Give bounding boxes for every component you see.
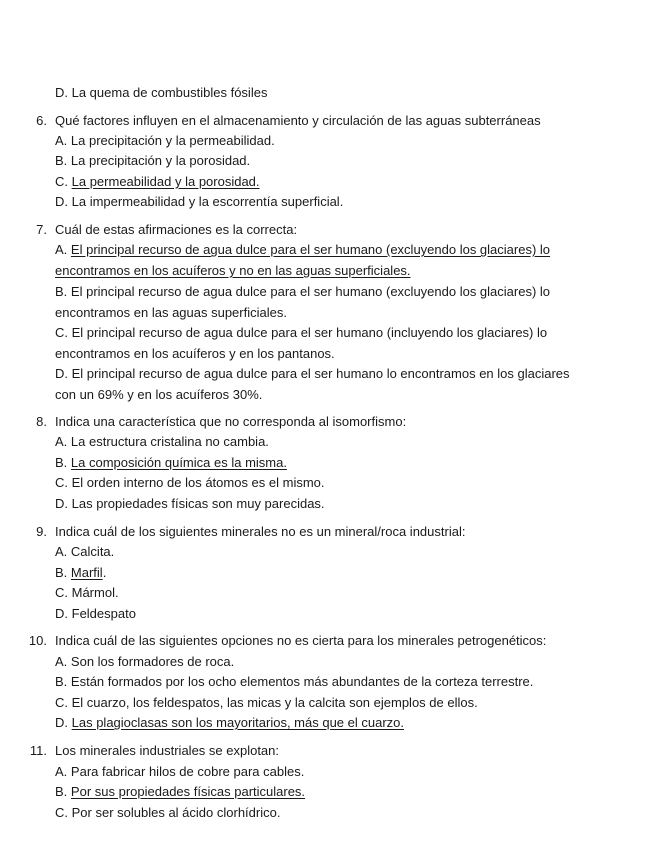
question-11-text: Los minerales industriales se explotan: (55, 743, 280, 758)
option-6a (55, 132, 275, 150)
option-9d (55, 605, 136, 623)
option-text: Mármol. (71, 585, 119, 600)
option-label: A. (55, 764, 68, 779)
question-number: 11. (29, 743, 47, 758)
option-7b-line2: encontramos en las aguas superficiales. (55, 305, 287, 320)
option-label: B. (55, 565, 68, 580)
option-7d-line2: con un 69% y en los acuíferos 30%. (55, 387, 263, 402)
option-7d-line1 (55, 365, 570, 383)
option-9b (55, 564, 106, 582)
option-text: La precipitación y la permeabilidad. (70, 133, 275, 148)
option-label: B. (55, 455, 68, 470)
option-suffix: . (102, 565, 107, 580)
option-text: D. La quema de combustibles fósiles (55, 85, 268, 100)
option-label: C. (55, 805, 68, 820)
option-11c (55, 804, 280, 822)
question-6-text: Qué factores influyen en el almacenamiento y circulación de las aguas subterráneas (55, 113, 541, 128)
question-number: 6. (36, 113, 47, 128)
option-7a-line1 (55, 241, 550, 259)
option-10b (55, 673, 533, 691)
option-text: Están formados por los ocho elementos más abundantes de la corteza terrestre. (70, 674, 534, 689)
option-11a (55, 763, 304, 781)
option-6c (55, 173, 260, 191)
option-label: B. (55, 784, 68, 799)
option-text: La precipitación y la porosidad. (70, 153, 251, 168)
option-text-underlined: Marfil (70, 565, 103, 580)
option-label: C. (55, 695, 68, 710)
option-6b (55, 152, 250, 170)
option-label: D. (55, 194, 68, 209)
option-7b-line1 (55, 283, 550, 301)
question-number: 8. (36, 414, 47, 429)
option-label: B. (55, 674, 68, 689)
option-8b (55, 454, 287, 472)
question-10-text: Indica cuál de las siguientes opciones no es cierta para los minerales petrogenéticos: (55, 633, 547, 648)
option-text-underlined: La composición química es la misma. (70, 455, 287, 470)
option-label: D. (55, 606, 68, 621)
option-label: A. (55, 544, 68, 559)
option-5d (55, 84, 267, 102)
question-number: 10. (28, 633, 47, 648)
option-11b (55, 783, 305, 801)
option-text: Las propiedades físicas son muy parecidas. (71, 496, 325, 511)
option-label: C. (55, 174, 68, 189)
option-text: Por ser solubles al ácido clorhídrico. (71, 805, 281, 820)
option-text: La estructura cristalina no cambia. (70, 434, 269, 449)
option-text: El principal recurso de agua dulce para el ser humano (excluyendo los glaciares) lo (70, 284, 551, 299)
option-label: A. (55, 133, 68, 148)
option-text: El principal recurso de agua dulce para el ser humano (incluyendo los glaciares) lo (71, 325, 548, 340)
option-label: C. (55, 585, 68, 600)
option-label: B. (55, 284, 68, 299)
option-text-underlined: Las plagioclasas son los mayoritarios, más que el cuarzo. (71, 715, 405, 730)
option-10c (55, 694, 478, 712)
option-label: A. (55, 242, 68, 257)
option-text-underlined: La permeabilidad y la porosidad. (71, 174, 260, 189)
option-label: D. (55, 496, 68, 511)
option-label: B. (55, 153, 68, 168)
option-label: C. (55, 475, 68, 490)
option-label: A. (55, 654, 68, 669)
option-label: C. (55, 325, 68, 340)
option-text: Feldespato (71, 606, 136, 621)
option-7c-line1 (55, 324, 547, 342)
question-number: 9. (36, 524, 47, 539)
option-label: D. (55, 366, 68, 381)
question-8-text: Indica una característica que no corresponda al isomorfismo: (55, 414, 407, 429)
option-label: D. (55, 715, 68, 730)
option-text: Calcita. (70, 544, 115, 559)
option-text: El cuarzo, los feldespatos, las micas y la calcita son ejemplos de ellos. (71, 695, 478, 710)
option-8d (55, 495, 325, 513)
option-7c-line2: encontramos en los acuíferos y en los pantanos. (55, 346, 335, 361)
option-10d (55, 714, 404, 732)
option-label: A. (55, 434, 68, 449)
option-text-underlined: El principal recurso de agua dulce para el ser humano (excluyendo los glaciares) lo (70, 242, 551, 257)
option-text-underlined: Por sus propiedades físicas particulares. (70, 784, 306, 799)
question-7-text: Cuál de estas afirmaciones es la correcta: (55, 222, 298, 237)
option-10a (55, 653, 234, 671)
option-8c (55, 474, 325, 492)
question-9-text: Indica cuál de los siguientes minerales no es un mineral/roca industrial: (55, 524, 466, 539)
option-text: El principal recurso de agua dulce para el ser humano lo encontramos en los glaciares (71, 366, 570, 381)
option-6d (55, 193, 343, 211)
option-text: Para fabricar hilos de cobre para cables. (70, 764, 305, 779)
option-8a (55, 433, 269, 451)
option-9c (55, 584, 119, 602)
option-text: La impermeabilidad y la escorrentía superficial. (71, 194, 344, 209)
option-9a (55, 543, 114, 561)
option-7a-line2: encontramos en los acuíferos y no en las aguas superficiales. (55, 263, 411, 278)
question-number: 7. (36, 222, 47, 237)
option-text: El orden interno de los átomos es el mismo. (71, 475, 325, 490)
option-text: Son los formadores de roca. (70, 654, 235, 669)
